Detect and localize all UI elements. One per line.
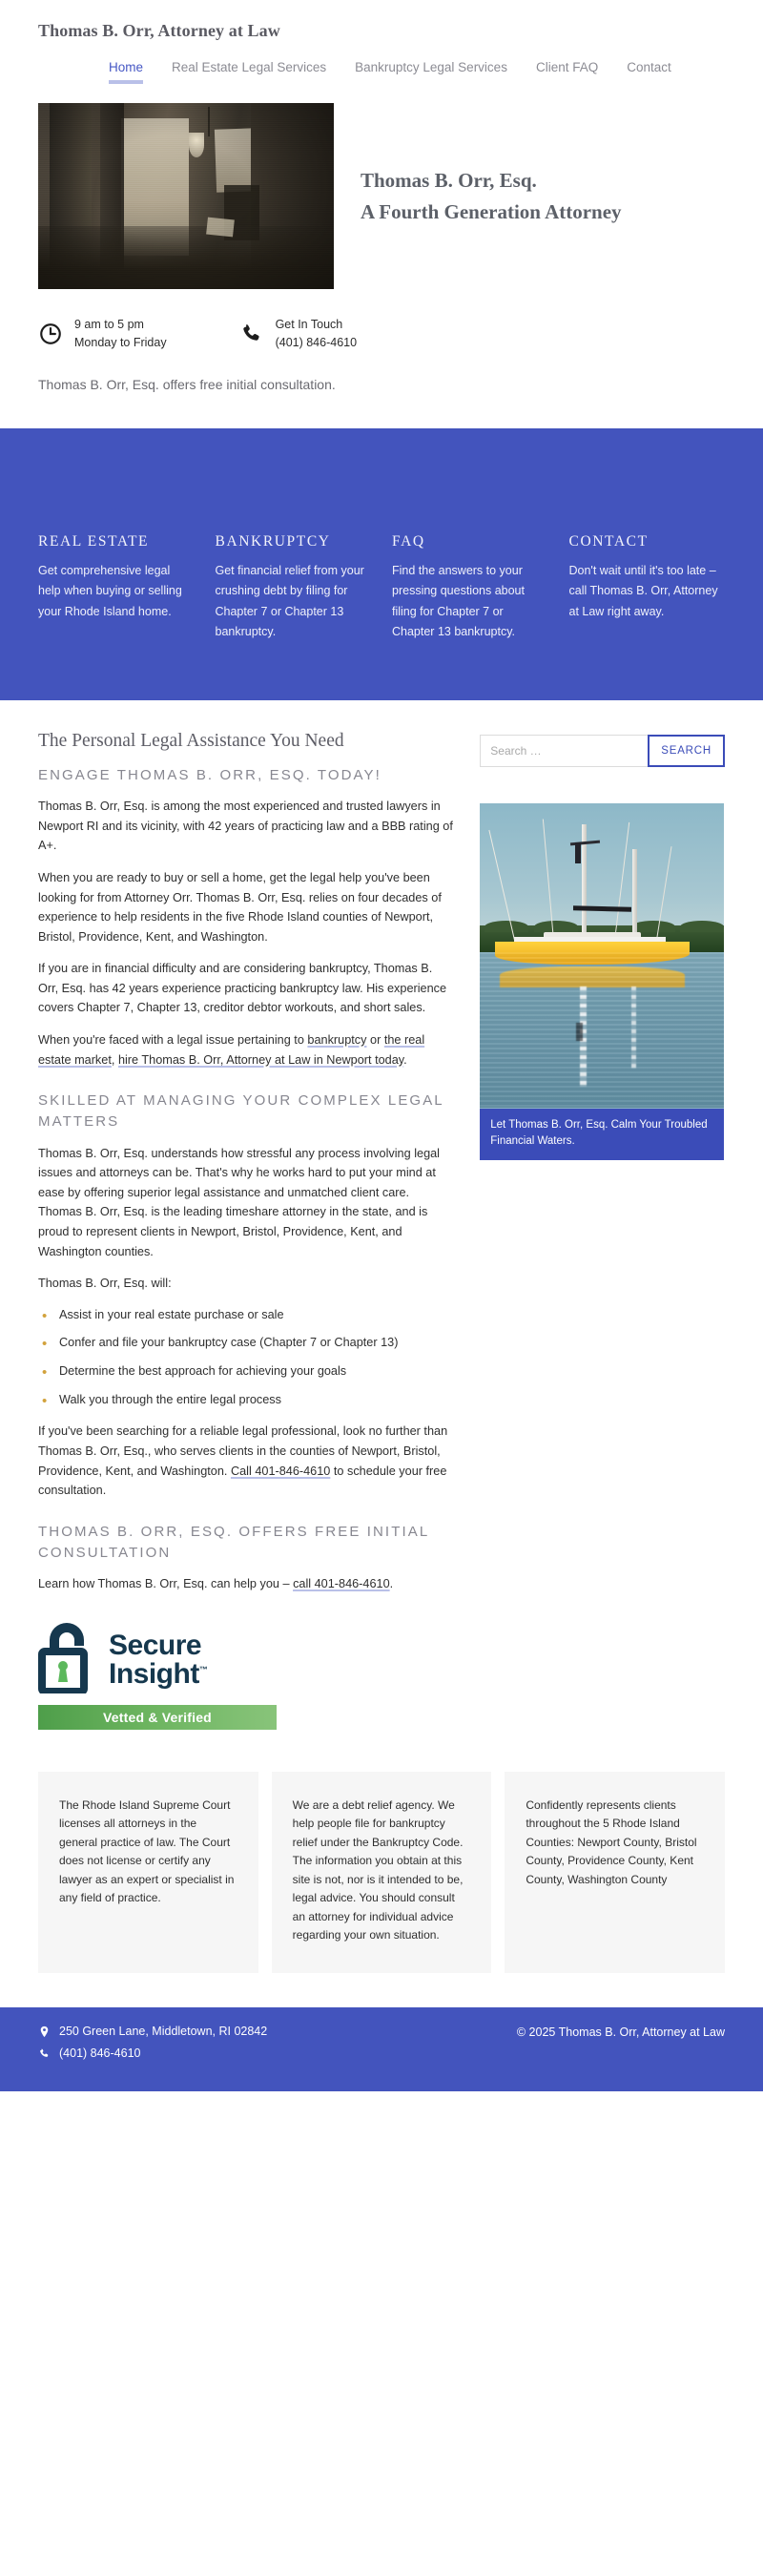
feature-title-contact[interactable]: CONTACT xyxy=(568,532,649,550)
footer-address-text: 250 Green Lane, Middletown, RI 02842 xyxy=(59,2025,268,2039)
feature-column-faq xyxy=(392,533,548,643)
disclaimer-row xyxy=(0,1772,763,1974)
disclaimer-service-area: Confidently represents clients throughout the 5 Rhode Island Counties: Newport County, Bristol County, Providence County, Kent County, Washington County xyxy=(505,1772,725,1974)
para-4-prefix: When you're faced with a legal issue pertaining to xyxy=(38,1033,308,1048)
phone-label: Get In Touch xyxy=(275,318,343,331)
feature-text-contact: Don't wait until it's too late – call Thomas B. Orr, Attorney at Law right away. xyxy=(568,563,718,618)
secure-insight-wordmark xyxy=(109,1631,207,1690)
nav-item-real-estate-legal-services[interactable]: Real Estate Legal Services xyxy=(172,60,327,74)
search-input[interactable] xyxy=(480,735,648,767)
clock-icon xyxy=(38,322,63,346)
sailboat-figure xyxy=(480,803,724,1161)
hero-title xyxy=(361,165,622,227)
footer-contact xyxy=(38,2025,267,2068)
hours-info xyxy=(38,316,167,352)
section-heading-engage: ENGAGE THOMAS B. ORR, ESQ. TODAY! xyxy=(38,766,382,783)
feature-text-faq: Find the answers to your pressing questions about filing for Chapter 7 or Chapter 13 bankruptcy. xyxy=(392,563,525,638)
footer-phone-line[interactable] xyxy=(38,2046,267,2060)
secure-insight-line-1: Secure xyxy=(109,1629,202,1661)
info-row xyxy=(0,316,763,352)
para-7-suffix: . xyxy=(389,1577,394,1591)
footer-phone-text: (401) 846-4610 xyxy=(59,2046,141,2061)
list-item: • Assist in your real estate purchase or sale xyxy=(38,1306,455,1325)
vetted-verified-banner: Vetted & Verified xyxy=(38,1705,277,1730)
trademark-symbol: ™ xyxy=(198,1665,208,1675)
hero-title-line-2: A Fourth Generation Attorney xyxy=(361,199,622,223)
link-call-phone-2[interactable]: call 401-846-4610 xyxy=(293,1577,390,1591)
services-list xyxy=(38,1306,455,1410)
free-consultation-note: Thomas B. Orr, Esq. offers free initial consultation. xyxy=(38,376,336,392)
paragraph-experience: Thomas B. Orr, Esq. is among the most experienced and trusted lawyers in Newport RI and its vicinity, with 42 years of practicing law and a BBB rating of A+. xyxy=(38,800,453,853)
paragraph-searching xyxy=(38,1422,455,1500)
phone-icon xyxy=(239,322,264,346)
list-item: • Confer and file your bankruptcy case (Chapter 7 or Chapter 13) xyxy=(38,1334,455,1353)
sidebar-column xyxy=(480,731,725,1730)
hours-text xyxy=(74,316,167,352)
phone-text xyxy=(276,316,357,352)
padlock-icon xyxy=(38,1623,97,1698)
section-heading-skilled: SKILLED AT MANAGING YOUR COMPLEX LEGAL MATTERS xyxy=(38,1092,444,1130)
phone-info[interactable] xyxy=(239,316,357,352)
site-footer xyxy=(0,2007,763,2091)
hero-section xyxy=(0,103,763,289)
site-header xyxy=(0,0,763,78)
content-column xyxy=(38,731,455,1730)
link-real-estate-market[interactable]: the real estate market xyxy=(38,1033,425,1067)
list-item: • Walk you through the entire legal process xyxy=(38,1391,455,1410)
secure-insight-badge xyxy=(38,1623,277,1730)
feature-text-real-estate: Get comprehensive legal help when buying or selling your Rhode Island home. xyxy=(38,563,182,618)
feature-title-real-estate[interactable]: REAL ESTATE xyxy=(38,532,150,550)
paragraph-legal-issue xyxy=(38,1030,455,1070)
feature-column-contact xyxy=(569,533,726,643)
link-hire-attorney[interactable]: hire Thomas B. Orr, Attorney at Law in Newport today xyxy=(117,1052,404,1067)
feature-column-real-estate xyxy=(38,533,195,643)
paragraph-learn-how xyxy=(38,1574,455,1594)
para-4-mid-1: or xyxy=(366,1033,384,1048)
disclaimer-supreme-court: The Rhode Island Supreme Court licenses all attorneys in the general practice of law. The Court does not license or certify any lawyer as an expert or specialist in any field of practice. xyxy=(38,1772,258,1974)
para-4-mid-2: , xyxy=(111,1052,118,1067)
main-navigation xyxy=(38,60,725,78)
site-brand[interactable]: Thomas B. Orr, Attorney at Law xyxy=(38,21,280,40)
vintage-office-photo xyxy=(38,103,334,289)
link-call-phone-1[interactable]: Call 401-846-4610 xyxy=(230,1464,331,1478)
figure-caption: Let Thomas B. Orr, Esq. Calm Your Troubled Financial Waters. xyxy=(480,1109,724,1161)
nav-item-client-faq[interactable]: Client FAQ xyxy=(535,60,599,74)
feature-text-bankruptcy: Get financial relief from your crushing debt by filing for Chapter 7 or Chapter 13 bankruptcy. xyxy=(215,563,364,638)
para-7-prefix: Learn how Thomas B. Orr, Esq. can help you – xyxy=(38,1577,294,1591)
map-pin-icon xyxy=(38,2025,51,2038)
footer-copyright: © 2025 Thomas B. Orr, Attorney at Law xyxy=(516,2025,725,2040)
para-4-suffix: . xyxy=(403,1052,407,1067)
para-6-suffix: to schedule your free consultation. xyxy=(38,1464,447,1498)
paragraph-buy-sell: When you are ready to buy or sell a home, get the legal help you've been looking for from Attorney Orr. Thomas B. Orr, Esq. relies on four decades of experience to help residents in the five Rhode Island counties of Newport, Bristol, Providence, Kent, and Washington. xyxy=(38,870,442,944)
list-item: • Determine the best approach for achieving your goals xyxy=(38,1362,455,1381)
yellow-sailboat-photo xyxy=(480,803,724,1109)
section-heading-free-consultation: THOMAS B. ORR, ESQ. OFFERS FREE INITIAL CONSULTATION xyxy=(38,1523,429,1561)
nav-item-home[interactable]: Home xyxy=(109,60,143,78)
feature-band xyxy=(0,428,763,700)
feature-column-bankruptcy xyxy=(216,533,372,643)
disclaimer-debt-relief-agency: We are a debt relief agency. We help people file for bankruptcy relief under the Bankruptcy Code. The information you obtain at this site is not, nor is it intended to be, legal advice. You should consult an attorney for individual advice regarding your own situation. xyxy=(272,1772,492,1974)
main-content xyxy=(0,700,763,1730)
footer-address-line[interactable] xyxy=(38,2025,267,2038)
para-6-prefix: If you've been searching for a reliable legal professional, look no further than Thomas B. Orr, Esq., who serves clients in the counties of Newport, Bristol, Providence, Kent, and Washington. xyxy=(38,1424,448,1478)
search-button[interactable]: SEARCH xyxy=(648,735,725,767)
search-form xyxy=(480,735,725,767)
page-title: The Personal Legal Assistance You Need xyxy=(38,730,344,751)
nav-item-bankruptcy-legal-services[interactable]: Bankruptcy Legal Services xyxy=(355,60,507,74)
nav-item-contact[interactable]: Contact xyxy=(627,60,671,74)
hero-title-line-1: Thomas B. Orr, Esq. xyxy=(361,168,537,192)
hours-line-2: Monday to Friday xyxy=(74,335,167,349)
feature-title-bankruptcy[interactable]: BANKRUPTCY xyxy=(215,532,331,550)
phone-icon xyxy=(38,2047,51,2060)
hours-line-1: 9 am to 5 pm xyxy=(74,318,144,331)
phone-number[interactable]: (401) 846-4610 xyxy=(275,335,358,349)
feature-title-faq[interactable]: FAQ xyxy=(392,532,425,550)
secure-insight-line-2: Insight xyxy=(109,1658,199,1691)
list-intro: Thomas B. Orr, Esq. will: xyxy=(38,1277,172,1291)
link-bankruptcy[interactable]: bankruptcy xyxy=(307,1033,367,1048)
paragraph-bankruptcy: If you are in financial difficulty and are considering bankruptcy, Thomas B. Orr, Esq. has 42 years experience practicing bankruptcy law. His experience covers Chapter 7, Chapter 13, creditor debtor workouts, and short sales. xyxy=(38,962,447,1015)
paragraph-client-care: Thomas B. Orr, Esq. understands how stressful any process involving legal issues and attorneys can be. That's why he works hard to put your mind at ease by offering superior legal assistance and unmatched client care. Thomas B. Orr, Esq. is the leading timeshare attorney in the state, and is proud to represent clients in Newport, Bristol, Providence, Kent, and Washington counties. xyxy=(38,1146,440,1258)
